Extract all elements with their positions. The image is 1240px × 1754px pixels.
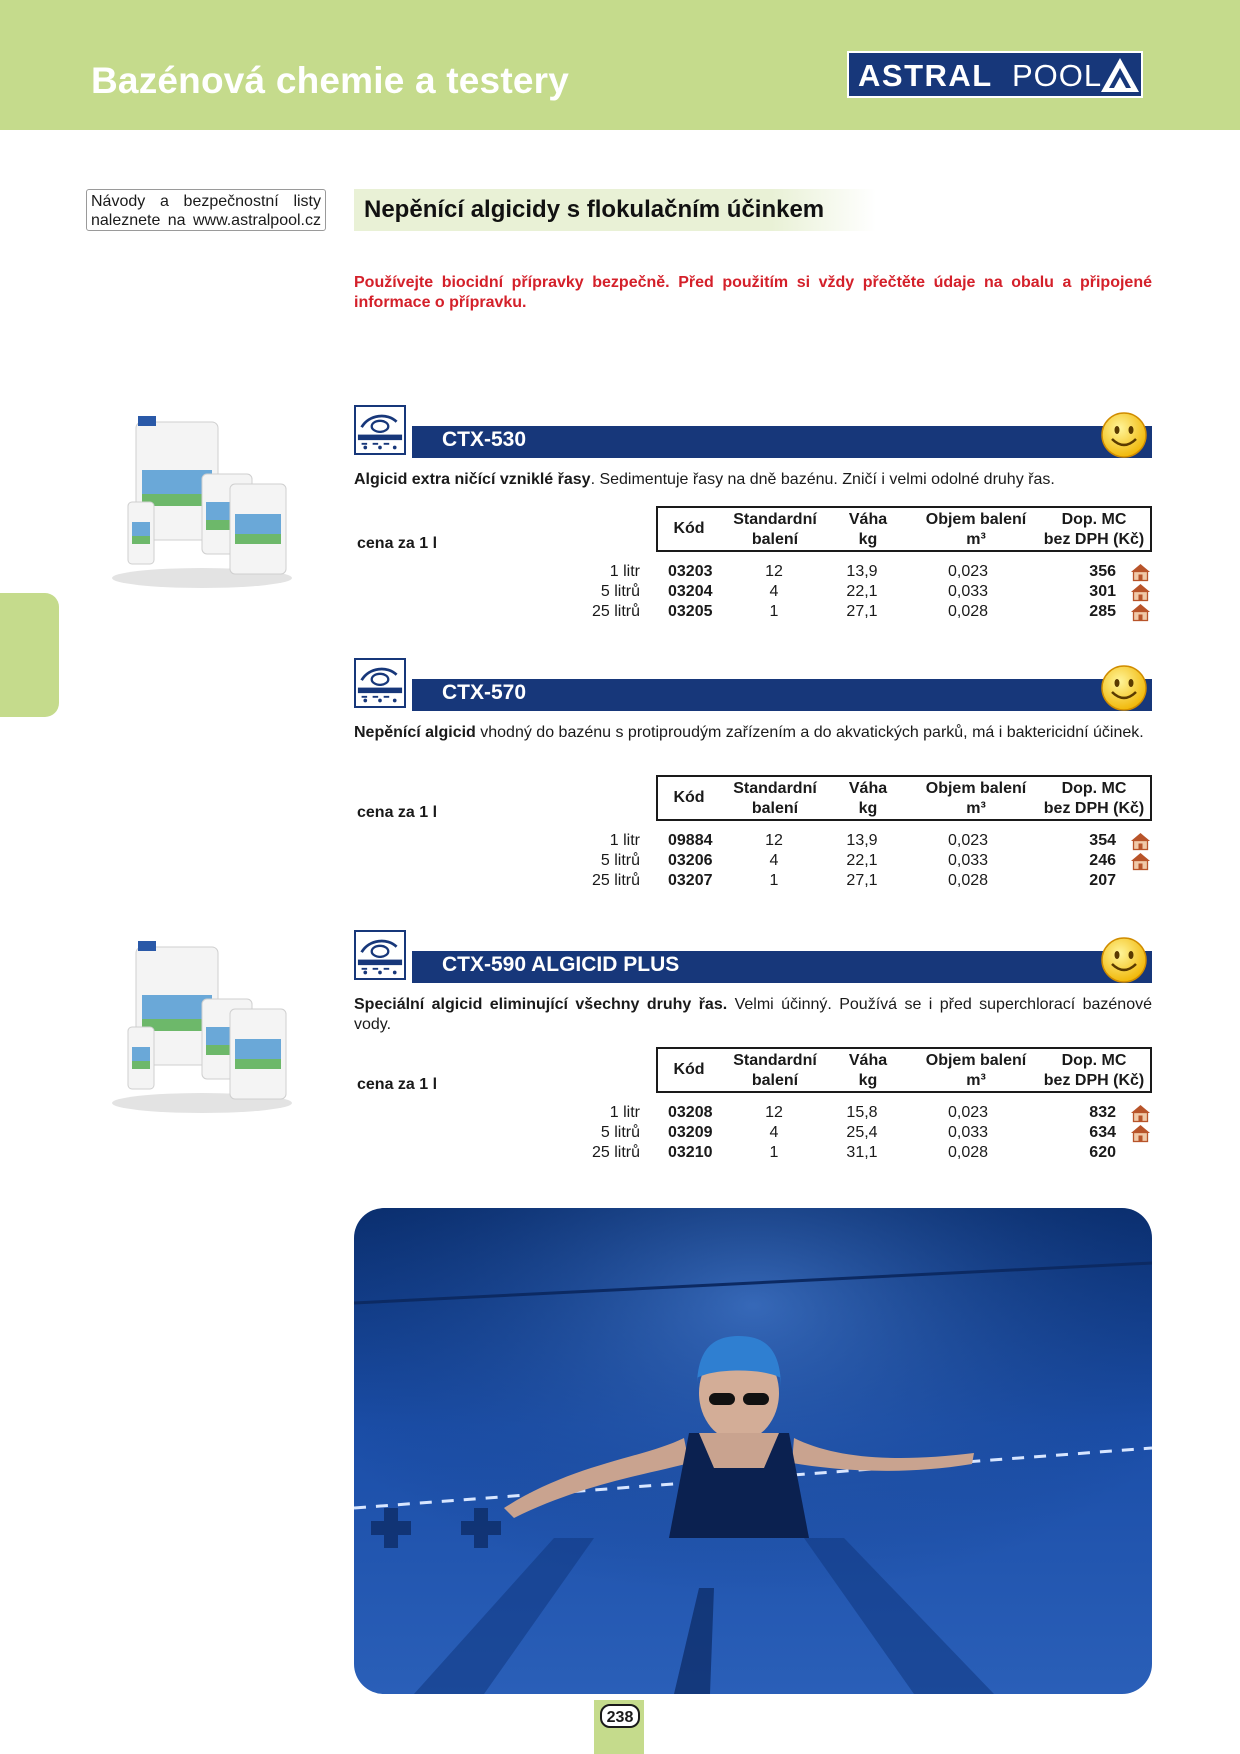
cell-objem: 0,028 [947, 1144, 989, 1161]
logo-triangle-icon [1099, 55, 1141, 95]
col-header-price-line1: Dop. MC [1061, 1052, 1127, 1069]
col-header-vaha-line2: kg [858, 1072, 878, 1089]
house-icon [1130, 1104, 1151, 1123]
cell-size: 25 litrů [591, 1144, 640, 1161]
product-description-text: Velmi účinný. Používá se i před superchlorací bazénové vody. [354, 996, 1152, 1033]
page-number: 238 [600, 1704, 640, 1728]
col-header-price [1038, 510, 1150, 550]
cell-size: 5 litrů [600, 852, 640, 869]
astralpool-logo [847, 51, 1143, 98]
cell-vaha: 31,1 [846, 1144, 878, 1161]
cell-std: 12 [765, 832, 783, 849]
col-header-std [722, 510, 828, 550]
cell-kod: 03209 [668, 1124, 713, 1141]
product-description-highlight: Nepěnící algicid [354, 724, 476, 741]
col-header-kod: Kód [673, 520, 705, 537]
col-header-price-line1: Dop. MC [1061, 511, 1127, 528]
col-header-objem-line2: m³ [966, 1072, 986, 1089]
cell-objem: 0,023 [947, 563, 989, 580]
house-icon [1130, 583, 1151, 602]
col-header-vaha [836, 779, 900, 819]
cell-objem: 0,023 [947, 1104, 989, 1121]
col-header-std-line1: Standardní [733, 1052, 817, 1069]
col-header-objem-line1: Objem balení [925, 780, 1027, 797]
col-header-price [1038, 779, 1150, 819]
cell-size: 25 litrů [591, 872, 640, 889]
product-description-text: . Sedimentuje řasy na dně bazénu. Zničí i velmi odolné druhy řas. [590, 471, 1055, 488]
col-header-vaha-line1: Váha [848, 780, 888, 797]
table-row [0, 1143, 1240, 1163]
cell-objem: 0,028 [947, 872, 989, 889]
cell-kod: 03204 [668, 583, 713, 600]
biocide-warning: Používejte biocidní přípravky bezpečně. Před použitím si vždy přečtěte údaje na obalu a připojené informace o přípravku. [354, 274, 1152, 311]
col-header-objem-line2: m³ [966, 531, 986, 548]
table-header [656, 775, 1152, 821]
product-description [354, 723, 1152, 743]
water-treatment-icon [354, 405, 406, 455]
table-row [0, 1103, 1240, 1123]
product-description [354, 995, 1152, 1035]
page-header [0, 0, 1240, 130]
col-header-price-line2: bez DPH (Kč) [1043, 531, 1145, 548]
cell-kod: 03207 [668, 872, 713, 889]
house-icon [1130, 1124, 1151, 1143]
cell-size: 1 litr [609, 1104, 640, 1121]
cell-std: 1 [769, 872, 779, 889]
col-header-std-line2: balení [751, 1072, 799, 1089]
water-treatment-icon [354, 658, 406, 708]
col-header-vaha-line2: kg [858, 800, 878, 817]
product-name: CTX-590 ALGICID PLUS [442, 953, 680, 976]
col-header-std-line2: balení [751, 800, 799, 817]
price-unit-label: cena za 1 l [357, 1076, 438, 1093]
table-header [656, 506, 1152, 552]
cell-price: 620 [1089, 1144, 1116, 1161]
house-icon [1130, 603, 1151, 622]
cell-objem: 0,033 [947, 583, 989, 600]
cell-kod: 03206 [668, 852, 713, 869]
cell-price: 356 [1089, 563, 1116, 580]
table-row [0, 602, 1240, 622]
col-header-vaha-line2: kg [858, 531, 878, 548]
product-description-highlight: Algicid extra ničící vzniklé řasy [354, 471, 591, 488]
cell-std: 1 [769, 603, 779, 620]
cell-objem: 0,023 [947, 832, 989, 849]
table-row [0, 562, 1240, 582]
cell-std: 1 [769, 1144, 779, 1161]
product-header-bar [354, 673, 1152, 711]
col-header-price [1038, 1051, 1150, 1091]
smiley-icon [1100, 411, 1148, 459]
cell-vaha: 22,1 [846, 583, 878, 600]
cell-std: 12 [765, 563, 783, 580]
cell-kod: 03210 [668, 1144, 713, 1161]
col-header-std-line1: Standardní [733, 780, 817, 797]
cell-price: 301 [1089, 583, 1116, 600]
smiley-icon [1100, 936, 1148, 984]
cell-vaha: 27,1 [846, 603, 878, 620]
section-title: Nepěnící algicidy s flokulačním účinkem [354, 189, 876, 231]
cell-objem: 0,033 [947, 852, 989, 869]
swimmer-photo [354, 1208, 1152, 1694]
cell-std: 4 [769, 852, 779, 869]
logo-word-astral: ASTRAL [858, 58, 993, 93]
house-icon [1130, 563, 1151, 582]
cell-size: 25 litrů [591, 603, 640, 620]
cell-std: 4 [769, 1124, 779, 1141]
cell-size: 1 litr [609, 563, 640, 580]
col-header-std-line1: Standardní [733, 511, 817, 528]
cell-price: 207 [1089, 872, 1116, 889]
product-name: CTX-530 [442, 428, 527, 451]
header-title: Bazénová chemie a testery [91, 60, 570, 101]
instructions-note: Návody a bezpečnostní listy naleznete na www.astralpool.cz [86, 189, 326, 231]
cell-kod: 03205 [668, 603, 713, 620]
product-description-highlight: Speciální algicid eliminující všechny druhy řas. [354, 996, 728, 1013]
canister-image [92, 935, 292, 1115]
cell-size: 1 litr [609, 832, 640, 849]
product-name: CTX-570 [442, 681, 527, 704]
product-description-text: vhodný do bazénu s protiproudým zařízením a do akvatických parků, má i baktericidní účinek. [475, 724, 1144, 741]
col-header-objem-line2: m³ [966, 800, 986, 817]
col-header-objem [914, 1051, 1038, 1091]
price-unit-label: cena za 1 l [357, 535, 438, 552]
col-header-vaha [836, 1051, 900, 1091]
cell-price: 285 [1089, 603, 1116, 620]
cell-vaha: 15,8 [846, 1104, 878, 1121]
col-header-std [722, 779, 828, 819]
table-row [0, 831, 1240, 851]
col-header-objem [914, 510, 1038, 550]
cell-price: 246 [1089, 852, 1116, 869]
col-header-vaha-line1: Váha [848, 511, 888, 528]
col-header-std [722, 1051, 828, 1091]
col-header-objem-line1: Objem balení [925, 511, 1027, 528]
product-description [354, 470, 1152, 490]
col-header-objem [914, 779, 1038, 819]
cell-size: 5 litrů [600, 583, 640, 600]
cell-vaha: 27,1 [846, 872, 878, 889]
cell-price: 832 [1089, 1104, 1116, 1121]
smiley-icon [1100, 664, 1148, 712]
table-row [0, 851, 1240, 871]
col-header-vaha [836, 510, 900, 550]
col-header-kod: Kód [673, 1061, 705, 1078]
col-header-price-line1: Dop. MC [1061, 780, 1127, 797]
table-row [0, 582, 1240, 602]
cell-kod: 03203 [668, 563, 713, 580]
cell-std: 12 [765, 1104, 783, 1121]
cell-vaha: 13,9 [846, 563, 878, 580]
col-header-price-line2: bez DPH (Kč) [1043, 800, 1145, 817]
product-header-bar [354, 420, 1152, 458]
house-icon [1130, 832, 1151, 851]
col-header-vaha-line1: Váha [848, 1052, 888, 1069]
table-row [0, 1123, 1240, 1143]
logo-word-pool: POOL [1012, 58, 1103, 93]
cell-objem: 0,033 [947, 1124, 989, 1141]
cell-objem: 0,028 [947, 603, 989, 620]
cell-size: 5 litrů [600, 1124, 640, 1141]
cell-price: 354 [1089, 832, 1116, 849]
table-header [656, 1047, 1152, 1093]
cell-vaha: 13,9 [846, 832, 878, 849]
cell-kod: 03208 [668, 1104, 713, 1121]
house-icon [1130, 852, 1151, 871]
cell-kod: 09884 [668, 832, 713, 849]
cell-vaha: 25,4 [846, 1124, 878, 1141]
col-header-std-line2: balení [751, 531, 799, 548]
col-header-kod: Kód [673, 789, 705, 806]
cell-vaha: 22,1 [846, 852, 878, 869]
price-unit-label: cena za 1 l [357, 804, 438, 821]
product-header-bar [354, 945, 1152, 983]
water-treatment-icon [354, 930, 406, 980]
table-row [0, 871, 1240, 891]
col-header-objem-line1: Objem balení [925, 1052, 1027, 1069]
cell-std: 4 [769, 583, 779, 600]
col-header-price-line2: bez DPH (Kč) [1043, 1072, 1145, 1089]
cell-price: 634 [1089, 1124, 1116, 1141]
